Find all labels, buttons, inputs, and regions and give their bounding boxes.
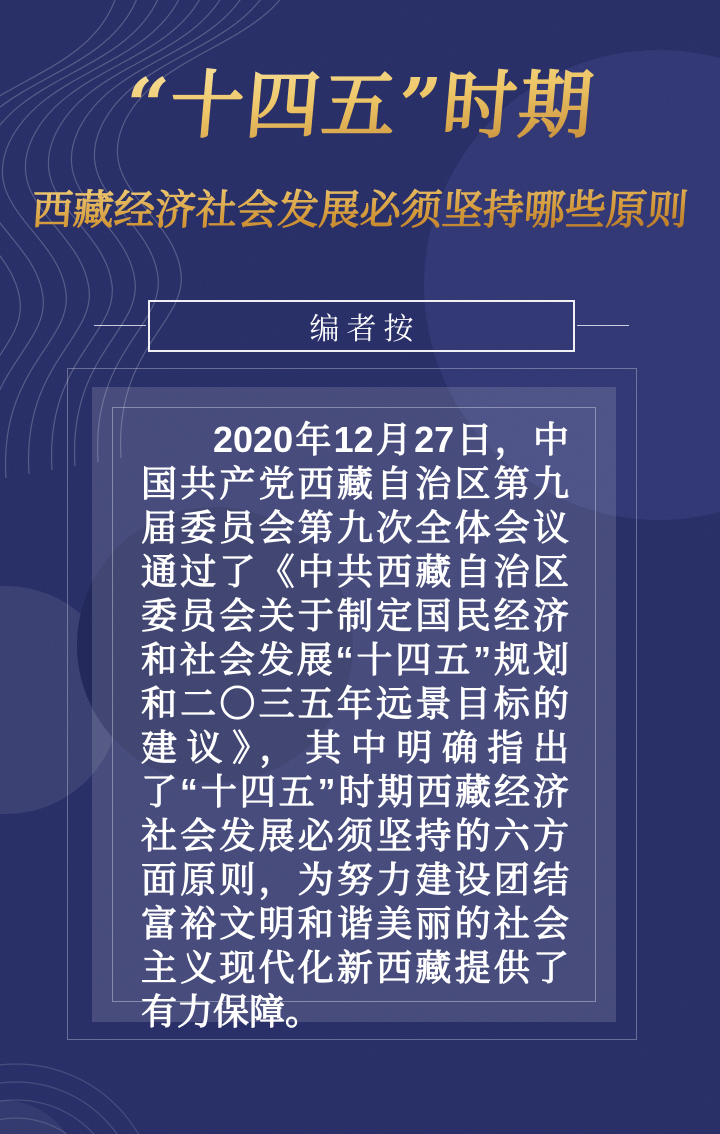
editor-note-box — [148, 300, 575, 352]
content-panel-inner-border — [112, 407, 596, 1032]
editor-note-row — [0, 300, 720, 352]
poster-subtitle: 西藏经济社会发展必须坚持哪些原则 — [0, 180, 720, 240]
divider-line-left — [94, 325, 146, 326]
body-paragraph: 2020年12月27日，中国共产党西藏自治区第九届委员会第九次全体会议通过了《中共西藏自治区委员会关于制定国民经济和社会发展“十四五”规划和二〇三五年远景目标的建议》，其中明确指出了“十四五”时期西藏经济社会发展必须坚持的六方面原则，为努力建设团结富裕文明和谐美丽的社会主义现代化新西藏提供了有力保障。 — [141, 419, 569, 1032]
content-panel — [92, 387, 616, 1032]
poster-title: “十四五”时期 — [0, 50, 720, 162]
editor-note-label: 编者按 — [309, 313, 421, 346]
divider-line-right — [577, 325, 629, 326]
